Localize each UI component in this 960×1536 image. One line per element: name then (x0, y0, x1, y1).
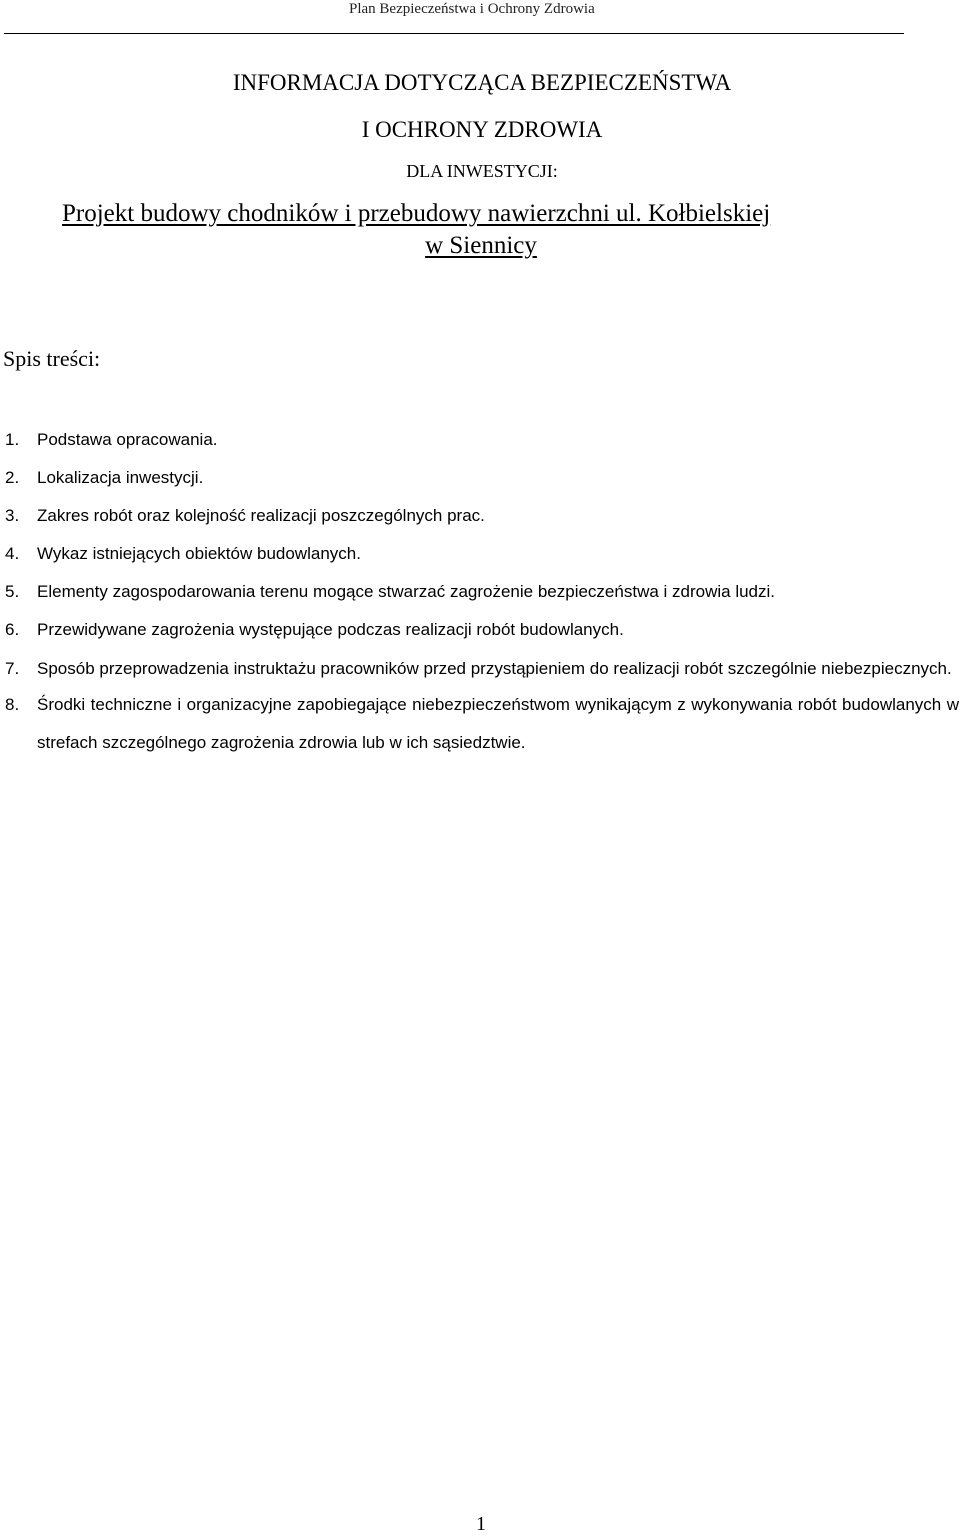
toc-item-text: Sposób przeprowadzenia instruktażu pracowników przed przystąpieniem do realizacji robót szczególnie niebezpiecznych. (37, 659, 952, 678)
toc-item-number: 3. (5, 506, 20, 525)
toc-item-number: 6. (5, 620, 20, 639)
project-name-line-1: Projekt budowy chodników i przebudowy nawierzchni ul. Kołbielskiej (62, 200, 771, 227)
toc-item-text: Środki techniczne i organizacyjne zapobiegające niebezpieczeństwom wynikającym z wykonywania robót budowlanych w strefach szczególnego zagrożenia zdrowia lub w ich sąsiedztwie. (37, 695, 959, 752)
toc-item (5, 462, 959, 494)
toc-item (5, 538, 959, 570)
toc-item-text: Wykaz istniejących obiektów budowlanych. (37, 544, 361, 563)
toc-item-text: Podstawa opracowania. (37, 430, 218, 449)
toc-item-text: Elementy zagospodarowania terenu mogące stwarzać zagrożenie bezpieczeństwa i zdrowia ludzi. (37, 582, 776, 601)
toc-item (5, 500, 959, 532)
toc-item-number: 1. (5, 430, 20, 449)
page-number: 1 (476, 1513, 486, 1535)
toc-item-number: 7. (5, 659, 20, 678)
project-name-line-2: w Siennicy (425, 232, 537, 259)
toc-item (5, 686, 959, 762)
toc-item-text: Przewidywane zagrożenia występujące podczas realizacji robót budowlanych. (37, 620, 624, 639)
table-of-contents (5, 424, 959, 762)
toc-item-text: Zakres robót oraz kolejność realizacji poszczególnych prac. (37, 506, 485, 525)
toc-item (5, 614, 959, 646)
toc-item-number: 8. (5, 695, 20, 714)
toc-heading: Spis treści: (3, 346, 101, 371)
document-title-line-1: INFORMACJA DOTYCZĄCA BEZPIECZEŃSTWA (232, 70, 732, 95)
investment-label: DLA INWESTYCJI: (406, 161, 558, 181)
running-header: Plan Bezpieczeństwa i Ochrony Zdrowia (349, 1, 595, 17)
toc-item-number: 5. (5, 582, 20, 601)
toc-item (5, 576, 959, 608)
toc-item (5, 424, 959, 456)
toc-item-number: 2. (5, 468, 20, 487)
toc-item (5, 650, 959, 688)
header-rule (4, 33, 904, 34)
toc-item-text: Lokalizacja inwestycji. (37, 468, 204, 487)
toc-item-number: 4. (5, 544, 20, 563)
document-title-line-2: I OCHRONY ZDROWIA (361, 117, 603, 142)
